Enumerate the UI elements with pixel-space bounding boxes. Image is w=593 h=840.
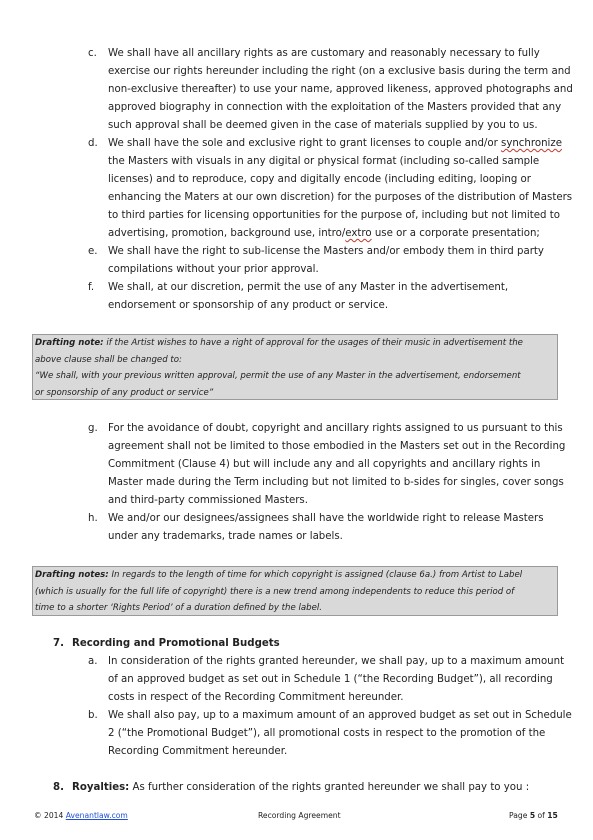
text-line: We shall have the sole and exclusive right to grant licenses to couple and/or synchronize: [108, 138, 562, 149]
text-line: non-exclusive thereafter) to use your name, approved likeness, approved photographs and: [108, 84, 573, 95]
section-7-title: Recording and Promotional Budgets: [72, 638, 280, 649]
section-8-number: 8.: [53, 782, 64, 793]
footer-page-number: Page 5 of 15: [509, 811, 558, 820]
text-line: Master made during the Term including but not limited to b-sides for singles, cover songs: [108, 477, 564, 488]
spellcheck-flag: extro: [345, 228, 372, 239]
list-item-letter: d.: [88, 138, 98, 149]
text-line: advertising, promotion, background use, intro/extro use or a corporate presentation;: [108, 228, 540, 239]
list-item-letter: f.: [88, 282, 95, 293]
text-line: Commitment (Clause 4) but will include any and all copyrights and ancillary rights in: [108, 459, 541, 470]
drafting-note-copyright-term: [32, 566, 558, 616]
spellcheck-flag: synchronize: [501, 138, 562, 149]
list-item-text: [108, 510, 556, 546]
drafting-note-label: Drafting note:: [35, 338, 104, 348]
footer-website-link[interactable]: Avenantlaw.com: [65, 811, 128, 820]
list-item-letter: g.: [88, 423, 98, 434]
text-line: under any trademarks, trade names or labels.: [108, 531, 343, 542]
drafting-note-line: time to a shorter ‘Rights Period’ of a duration defined by the label.: [35, 603, 323, 613]
text-line: agreement shall not be limited to those embodied in the Masters set out in the Recording: [108, 441, 566, 452]
text-line: costs in respect of the Recording Commitment hereunder.: [108, 692, 404, 703]
list-item-text: [108, 135, 573, 243]
drafting-note-line: if the Artist wishes to have a right of approval for the usages of their music in advertisement the: [103, 338, 523, 348]
list-item-text: [108, 243, 556, 279]
drafting-note-label: Drafting notes:: [35, 570, 109, 580]
text-line: Recording Commitment hereunder.: [108, 746, 288, 757]
list-item-text: [108, 653, 565, 707]
drafting-note-advertising: [32, 334, 558, 400]
text-line: We shall also pay, up to a maximum amount of an approved budget as set out in Schedule: [108, 710, 572, 721]
section-8-title: Royalties:: [72, 782, 130, 793]
drafting-note-line: above clause shall be changed to:: [35, 354, 182, 365]
text-line: We and/or our designees/assignees shall have the worldwide right to release Masters: [108, 513, 544, 524]
text-line: of an approved budget as set out in Schedule 1 (“the Recording Budget”), all recording: [108, 674, 553, 685]
drafting-note-line: “We shall, with your previous written approval, permit the use of any Master in the advertisement, endorsement: [35, 371, 521, 381]
text-line: We shall have all ancillary rights as are customary and reasonably necessary to fully: [108, 48, 540, 59]
drafting-note-line: or sponsorship of any product or service”: [35, 387, 214, 398]
list-item-text: [108, 707, 572, 761]
text-line: enhancing the Maters at our own discretion) for the purposes of the distribution of Masters: [108, 192, 573, 203]
text-line: the Masters with visuals in any digital or physical format (including so-called sample: [108, 156, 540, 167]
list-item-text: [108, 279, 556, 315]
list-item-letter: h.: [88, 513, 98, 524]
text-line: compilations without your prior approval.: [108, 264, 319, 275]
list-item-letter: e.: [88, 246, 98, 257]
text-line: 2 (“the Promotional Budget”), all promotional costs in respect to the promotion of the: [108, 728, 546, 739]
text-line: We shall, at our discretion, permit the use of any Master in the advertisement,: [108, 282, 509, 293]
text-line: to third parties for licensing opportunities for the purpose of, including but not limited to: [108, 210, 560, 221]
text-line: endorsement or sponsorship of any product or service.: [108, 300, 389, 311]
text-line: exercise our rights hereunder including the right (on a exclusive basis during the term and: [108, 66, 571, 77]
text-line: For the avoidance of doubt, copyright and ancillary rights assigned to us pursuant to this: [108, 423, 563, 434]
footer-copyright: © 2014 Avenantlaw.com: [34, 811, 128, 820]
list-item-letter: c.: [88, 48, 97, 59]
section-7-number: 7.: [53, 638, 64, 649]
list-item-letter: a.: [88, 656, 98, 667]
drafting-note-line: (which is usually for the full life of copyright) there is a new trend among independents to reduce this period of: [35, 586, 515, 597]
list-item-letter: b.: [88, 710, 98, 721]
list-item-text: [108, 420, 566, 510]
section-8-text: As further consideration of the rights granted hereunder we shall pay to you :: [129, 782, 530, 793]
text-line: We shall have the right to sub-license the Masters and/or embody them in third party: [108, 246, 544, 257]
text-line: and third-party commissioned Masters.: [108, 495, 308, 506]
footer-document-title: Recording Agreement: [258, 811, 341, 820]
list-item-text: [108, 45, 573, 135]
text-line: In consideration of the rights granted hereunder, we shall pay, up to a maximum amount: [108, 656, 565, 667]
section-8-heading: [72, 779, 529, 797]
text-line: such approval shall be deemed given in the case of materials supplied by you to us.: [108, 120, 538, 131]
drafting-note-line: In regards to the length of time for which copyright is assigned (clause 6a.) from Artist to Label: [108, 570, 523, 580]
text-line: approved biography in connection with the exploitation of the Masters provided that any: [108, 102, 562, 113]
text-line: licenses) and to reproduce, copy and digitally encode (including editing, looping or: [108, 174, 531, 185]
